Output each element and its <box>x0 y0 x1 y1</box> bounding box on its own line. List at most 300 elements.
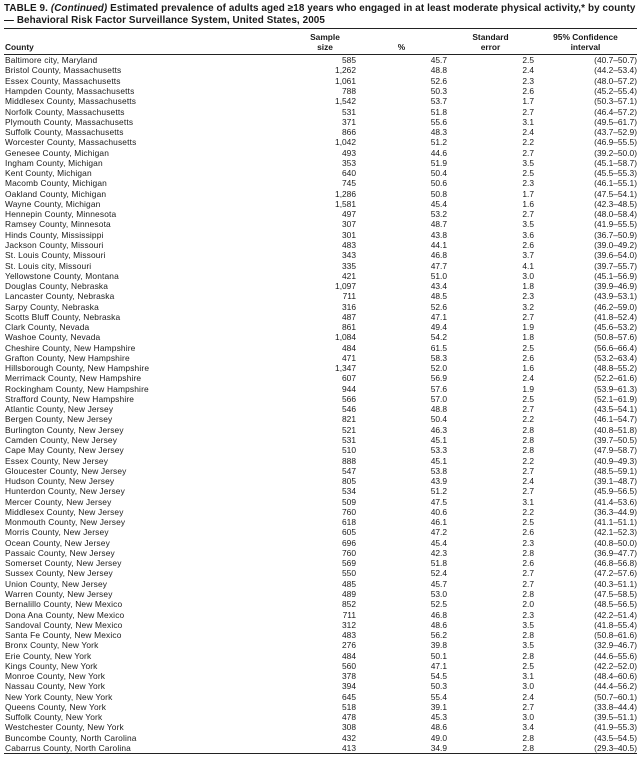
percent-cell: 45.4 <box>430 537 447 548</box>
county-cell: Gloucester County, New Jersey <box>5 465 127 476</box>
standard-error-cell: 2.8 <box>522 547 534 558</box>
sample-size-cell: 852 <box>342 599 356 610</box>
percent-cell: 58.3 <box>430 352 447 363</box>
percent-cell: 52.5 <box>430 599 447 610</box>
confidence-interval-cell: (47.2–57.6) <box>594 568 637 579</box>
county-cell: Warren County, New Jersey <box>5 589 113 599</box>
standard-error-cell: 2.4 <box>522 691 534 702</box>
confidence-interval-cell: (44.2–53.4) <box>594 65 637 76</box>
confidence-interval-cell: (39.1–48.7) <box>594 476 637 487</box>
standard-error-cell: 1.6 <box>522 363 534 374</box>
percent-cell: 39.8 <box>430 640 447 651</box>
standard-error-cell: 2.8 <box>522 435 534 446</box>
confidence-interval-cell: (40.8–51.8) <box>594 424 637 435</box>
confidence-interval-cell: (32.9–46.7) <box>594 640 637 651</box>
standard-error-cell: 2.4 <box>522 373 534 384</box>
standard-error-cell: 2.4 <box>522 476 534 487</box>
standard-error-cell: 3.1 <box>522 671 534 682</box>
table-row <box>4 76 637 86</box>
standard-error-cell: 3.5 <box>522 157 534 168</box>
confidence-interval-cell: (42.2–51.4) <box>594 609 637 620</box>
confidence-interval-cell: (52.2–61.6) <box>594 373 637 384</box>
county-cell: Rockingham County, New Hampshire <box>5 383 149 394</box>
sample-size-cell: 547 <box>342 465 356 476</box>
percent-cell: 54.5 <box>430 671 447 682</box>
table-row <box>4 651 637 661</box>
percent-cell: 52.6 <box>430 75 447 86</box>
confidence-interval-cell: (43.5–54.1) <box>594 404 637 415</box>
county-cell: Hinds County, Mississippi <box>5 229 104 240</box>
percent-cell: 56.2 <box>430 630 447 641</box>
sample-size-cell: 483 <box>342 239 356 250</box>
sample-size-cell: 1,542 <box>335 96 356 107</box>
confidence-interval-cell: (41.8–52.4) <box>594 311 637 322</box>
standard-error-cell: 2.8 <box>522 732 534 743</box>
sample-size-cell: 866 <box>342 127 356 138</box>
percent-cell: 46.8 <box>430 250 447 261</box>
standard-error-cell: 2.7 <box>522 209 534 220</box>
sample-size-cell: 745 <box>342 178 356 189</box>
county-cell: Scotts Bluff County, Nebraska <box>5 311 121 322</box>
percent-cell: 47.2 <box>430 527 447 538</box>
percent-cell: 45.1 <box>430 435 447 446</box>
confidence-interval-cell: (56.6–66.4) <box>594 342 637 353</box>
county-cell: Nassau County, New York <box>5 681 106 692</box>
sample-size-cell: 432 <box>342 732 356 743</box>
confidence-interval-cell: (45.5–55.3) <box>594 168 637 179</box>
percent-cell: 55.4 <box>430 691 447 702</box>
table-row <box>4 476 637 486</box>
standard-error-cell: 2.5 <box>522 168 534 179</box>
table-row <box>4 302 637 312</box>
table-row <box>4 630 637 640</box>
county-cell: Worcester County, Massachusetts <box>5 137 137 148</box>
standard-error-cell: 2.6 <box>522 85 534 96</box>
confidence-interval-cell: (40.8–50.0) <box>594 537 637 548</box>
percent-cell: 61.5 <box>430 342 447 353</box>
sample-size-cell: 493 <box>342 147 356 158</box>
table-row <box>4 148 637 158</box>
percent-cell: 48.5 <box>430 291 447 302</box>
percent-cell: 53.8 <box>430 465 447 476</box>
standard-error-cell: 2.6 <box>522 527 534 538</box>
table-row <box>4 219 637 229</box>
table-row <box>4 712 637 722</box>
standard-error-cell: 1.8 <box>522 332 534 343</box>
table-row <box>4 158 637 168</box>
standard-error-cell: 2.8 <box>522 589 534 599</box>
percent-cell: 50.3 <box>430 85 447 96</box>
county-cell: Westchester County, New York <box>5 722 124 733</box>
percent-cell: 48.7 <box>430 219 447 230</box>
confidence-interval-header-line2: interval <box>570 42 601 53</box>
confidence-interval-cell: (42.3–48.5) <box>594 198 637 209</box>
table-row <box>4 394 637 404</box>
confidence-interval-cell: (36.3–44.9) <box>594 506 637 517</box>
confidence-interval-cell: (45.6–53.2) <box>594 322 637 333</box>
confidence-interval-cell: (45.1–56.9) <box>594 270 637 281</box>
percent-header-label: % <box>397 42 406 53</box>
confidence-interval-cell: (53.9–61.3) <box>594 383 637 394</box>
table-row <box>4 199 637 209</box>
table-row <box>4 589 637 599</box>
table-row <box>4 702 637 712</box>
table-row <box>4 65 637 75</box>
percent-cell: 44.1 <box>430 239 447 250</box>
percent-cell: 53.0 <box>430 589 447 599</box>
standard-error-cell: 3.6 <box>522 229 534 240</box>
percent-cell: 47.1 <box>430 311 447 322</box>
confidence-interval-cell: (39.0–49.2) <box>594 239 637 250</box>
table-row <box>4 414 637 424</box>
table-row <box>4 261 637 271</box>
county-cell: Merrimack County, New Hampshire <box>5 373 142 384</box>
percent-cell: 53.3 <box>430 445 447 456</box>
standard-error-cell: 3.1 <box>522 496 534 507</box>
county-cell: Burlington County, New Jersey <box>5 424 124 435</box>
sample-size-cell: 510 <box>342 445 356 456</box>
table-row <box>4 497 637 507</box>
percent-cell: 46.8 <box>430 609 447 620</box>
confidence-interval-header-line1: 95% Confidence <box>553 32 618 43</box>
sample-size-cell: 1,084 <box>335 332 356 343</box>
sample-size-cell: 569 <box>342 558 356 569</box>
table-row <box>4 610 637 620</box>
confidence-interval-cell: (46.1–55.1) <box>594 178 637 189</box>
sample-size-cell: 861 <box>342 322 356 333</box>
table-row <box>4 445 637 455</box>
sample-size-cell: 645 <box>342 691 356 702</box>
table-row <box>4 671 637 681</box>
table-row <box>4 96 637 106</box>
sample-size-cell: 760 <box>342 547 356 558</box>
confidence-interval-cell: (52.1–61.9) <box>594 393 637 404</box>
table-row <box>4 373 637 383</box>
confidence-interval-cell: (41.8–55.4) <box>594 619 637 630</box>
percent-cell: 53.7 <box>430 96 447 107</box>
sample-size-cell: 888 <box>342 455 356 466</box>
table-row <box>4 527 637 537</box>
table-row <box>4 599 637 609</box>
standard-error-cell: 3.1 <box>522 116 534 127</box>
percent-cell: 47.5 <box>430 496 447 507</box>
standard-error-cell: 3.7 <box>522 250 534 261</box>
confidence-interval-cell: (46.2–59.0) <box>594 301 637 312</box>
standard-error-cell: 2.7 <box>522 701 534 712</box>
table-row <box>4 343 637 353</box>
county-cell: Yellowstone County, Montana <box>5 270 119 281</box>
sample-size-cell: 560 <box>342 660 356 671</box>
table-row <box>4 384 637 394</box>
confidence-interval-cell: (42.2–52.0) <box>594 660 637 671</box>
sample-size-cell: 534 <box>342 486 356 497</box>
sample-size-cell: 944 <box>342 383 356 394</box>
table-row <box>4 281 637 291</box>
table-row <box>4 681 637 691</box>
county-cell: Strafford County, New Hampshire <box>5 393 135 404</box>
standard-error-cell: 2.5 <box>522 393 534 404</box>
county-cell: Buncombe County, North Carolina <box>5 732 137 743</box>
percent-cell: 57.6 <box>430 383 447 394</box>
confidence-interval-cell: (48.4–60.6) <box>594 671 637 682</box>
sample-size-cell: 485 <box>342 578 356 589</box>
sample-size-cell: 696 <box>342 537 356 548</box>
confidence-interval-cell: (43.7–52.9) <box>594 127 637 138</box>
sample-size-header-line1: Sample <box>310 32 340 43</box>
percent-cell: 40.6 <box>430 506 447 517</box>
confidence-interval-cell: (44.6–55.6) <box>594 650 637 661</box>
sample-size-cell: 546 <box>342 404 356 415</box>
confidence-interval-cell: (36.7–50.9) <box>594 229 637 240</box>
table-row <box>4 322 637 332</box>
standard-error-cell: 2.6 <box>522 558 534 569</box>
county-cell: Oakland County, Michigan <box>5 188 107 199</box>
sample-size-cell: 605 <box>342 527 356 538</box>
sample-size-cell: 487 <box>342 311 356 322</box>
county-cell: New York County, New York <box>5 691 113 702</box>
sample-size-cell: 353 <box>342 157 356 168</box>
table-row <box>4 363 637 373</box>
table-row <box>4 486 637 496</box>
county-cell: Ocean County, New Jersey <box>5 537 110 548</box>
confidence-interval-cell: (29.3–40.5) <box>594 742 637 753</box>
sample-size-cell: 509 <box>342 496 356 507</box>
county-cell: Baltimore city, Maryland <box>5 55 98 66</box>
confidence-interval-cell: (47.5–54.1) <box>594 188 637 199</box>
sample-size-cell: 518 <box>342 701 356 712</box>
sample-size-cell: 640 <box>342 168 356 179</box>
county-cell: Hunterdon County, New Jersey <box>5 486 125 497</box>
sample-size-cell: 566 <box>342 393 356 404</box>
confidence-interval-cell: (39.2–50.0) <box>594 147 637 158</box>
percent-cell: 43.8 <box>430 229 447 240</box>
sample-size-cell: 307 <box>342 219 356 230</box>
confidence-interval-cell: (40.3–51.1) <box>594 578 637 589</box>
column-header-standard-error <box>447 29 534 55</box>
percent-cell: 48.8 <box>430 404 447 415</box>
standard-error-cell: 2.6 <box>522 239 534 250</box>
table-row <box>4 332 637 342</box>
column-header-confidence-interval <box>534 29 637 55</box>
sample-size-cell: 316 <box>342 301 356 312</box>
confidence-interval-cell: (46.4–57.2) <box>594 106 637 117</box>
sample-size-cell: 821 <box>342 414 356 425</box>
county-cell: Clark County, Nevada <box>5 322 90 333</box>
percent-cell: 45.7 <box>430 578 447 589</box>
sample-size-cell: 343 <box>342 250 356 261</box>
percent-cell: 57.0 <box>430 393 447 404</box>
percent-cell: 39.1 <box>430 701 447 712</box>
sample-size-cell: 484 <box>342 342 356 353</box>
county-cell: Washoe County, Nevada <box>5 332 101 343</box>
sample-size-cell: 585 <box>342 55 356 66</box>
percent-cell: 55.6 <box>430 116 447 127</box>
table-row <box>4 168 637 178</box>
confidence-interval-cell: (46.9–55.5) <box>594 137 637 148</box>
percent-cell: 50.1 <box>430 650 447 661</box>
prevalence-table <box>4 28 637 754</box>
percent-cell: 45.1 <box>430 455 447 466</box>
percent-cell: 48.6 <box>430 619 447 630</box>
percent-cell: 43.4 <box>430 281 447 292</box>
percent-cell: 51.8 <box>430 558 447 569</box>
percent-cell: 52.6 <box>430 301 447 312</box>
percent-cell: 51.2 <box>430 486 447 497</box>
standard-error-cell: 2.8 <box>522 630 534 641</box>
sample-size-cell: 1,042 <box>335 137 356 148</box>
confidence-interval-cell: (41.9–55.3) <box>594 722 637 733</box>
county-cell: Bronx County, New York <box>5 640 99 651</box>
confidence-interval-cell: (36.9–47.7) <box>594 547 637 558</box>
county-cell: Monmouth County, New Jersey <box>5 517 126 528</box>
percent-cell: 45.4 <box>430 198 447 209</box>
sample-size-cell: 1,347 <box>335 363 356 374</box>
table-row <box>4 743 637 754</box>
county-cell: Bristol County, Massachusetts <box>5 65 122 76</box>
standard-error-cell: 2.2 <box>522 414 534 425</box>
county-cell: Passaic County, New Jersey <box>5 547 115 558</box>
standard-error-cell: 3.5 <box>522 640 534 651</box>
table-row <box>4 620 637 630</box>
confidence-interval-cell: (41.4–53.6) <box>594 496 637 507</box>
percent-cell: 50.6 <box>430 178 447 189</box>
standard-error-cell: 2.8 <box>522 650 534 661</box>
county-cell: Genesee County, Michigan <box>5 147 110 158</box>
table-row <box>4 107 637 117</box>
standard-error-cell: 2.5 <box>522 660 534 671</box>
sample-size-cell: 711 <box>342 609 356 620</box>
table-row <box>4 230 637 240</box>
sample-size-cell: 531 <box>342 106 356 117</box>
county-cell: Dona Ana County, New Mexico <box>5 609 125 620</box>
confidence-interval-cell: (33.8–44.4) <box>594 701 637 712</box>
confidence-interval-cell: (46.8–56.8) <box>594 558 637 569</box>
county-cell: Somerset County, New Jersey <box>5 558 122 569</box>
confidence-interval-cell: (50.7–60.1) <box>594 691 637 702</box>
table-row <box>4 86 637 96</box>
table-row <box>4 517 637 527</box>
table-row <box>4 507 637 517</box>
county-cell: Middlesex County, New Jersey <box>5 506 124 517</box>
county-cell: Hudson County, New Jersey <box>5 476 115 487</box>
county-cell: Lancaster County, Nebraska <box>5 291 115 302</box>
standard-error-cell: 1.9 <box>522 322 534 333</box>
county-cell: Cheshire County, New Hampshire <box>5 342 136 353</box>
county-cell: Cape May County, New Jersey <box>5 445 124 456</box>
county-cell: Bernalillo County, New Mexico <box>5 599 123 610</box>
standard-error-cell: 2.8 <box>522 445 534 456</box>
confidence-interval-cell: (39.7–55.7) <box>594 260 637 271</box>
table-row <box>4 271 637 281</box>
confidence-interval-cell: (45.1–58.7) <box>594 157 637 168</box>
standard-error-cell: 2.2 <box>522 137 534 148</box>
standard-error-cell: 1.6 <box>522 198 534 209</box>
confidence-interval-cell: (43.9–53.1) <box>594 291 637 302</box>
standard-error-cell: 4.1 <box>522 260 534 271</box>
percent-cell: 54.2 <box>430 332 447 343</box>
table-row <box>4 250 637 260</box>
standard-error-cell: 2.4 <box>522 65 534 76</box>
table-row <box>4 209 637 219</box>
county-cell: Camden County, New Jersey <box>5 435 118 446</box>
percent-cell: 56.9 <box>430 373 447 384</box>
table-row <box>4 117 637 127</box>
standard-error-cell: 3.4 <box>522 722 534 733</box>
table-row <box>4 733 637 743</box>
table-row <box>4 425 637 435</box>
confidence-interval-cell: (39.7–50.5) <box>594 435 637 446</box>
county-cell: Macomb County, Michigan <box>5 178 107 189</box>
confidence-interval-cell: (43.5–54.5) <box>594 732 637 743</box>
table-row <box>4 435 637 445</box>
table-title <box>4 3 637 26</box>
county-cell: Grafton County, New Hampshire <box>5 352 130 363</box>
table-row <box>4 692 637 702</box>
standard-error-cell: 2.0 <box>522 599 534 610</box>
sample-size-cell: 312 <box>342 619 356 630</box>
confidence-interval-cell: (46.1–54.7) <box>594 414 637 425</box>
percent-cell: 48.8 <box>430 65 447 76</box>
table-row <box>4 353 637 363</box>
table-row <box>4 538 637 548</box>
table-row <box>4 558 637 568</box>
table-row <box>4 291 637 301</box>
county-cell: Mercer County, New Jersey <box>5 496 112 507</box>
percent-cell: 51.0 <box>430 270 447 281</box>
county-cell: Sussex County, New Jersey <box>5 568 113 579</box>
standard-error-cell: 2.5 <box>522 517 534 528</box>
standard-error-cell: 2.8 <box>522 742 534 753</box>
percent-cell: 50.3 <box>430 681 447 692</box>
standard-error-cell: 2.7 <box>522 486 534 497</box>
sample-size-cell: 550 <box>342 568 356 579</box>
confidence-interval-cell: (48.0–57.2) <box>594 75 637 86</box>
table-row <box>4 55 637 66</box>
sample-size-cell: 478 <box>342 712 356 723</box>
county-cell: Essex County, New Jersey <box>5 455 109 466</box>
county-header-label: County <box>5 42 34 53</box>
percent-cell: 48.6 <box>430 722 447 733</box>
county-cell: Plymouth County, Massachusetts <box>5 116 134 127</box>
county-cell: Union County, New Jersey <box>5 578 108 589</box>
county-cell: Morris County, New Jersey <box>5 527 109 538</box>
standard-error-cell: 2.3 <box>522 537 534 548</box>
percent-cell: 45.7 <box>430 55 447 66</box>
sample-size-cell: 497 <box>342 209 356 220</box>
sample-size-cell: 421 <box>342 270 356 281</box>
standard-error-cell: 2.2 <box>522 455 534 466</box>
confidence-interval-cell: (50.8–61.6) <box>594 630 637 641</box>
sample-size-cell: 471 <box>342 352 356 363</box>
table-row <box>4 137 637 147</box>
sample-size-cell: 276 <box>342 640 356 651</box>
standard-error-cell: 2.7 <box>522 147 534 158</box>
county-cell: Norfolk County, Massachusetts <box>5 106 125 117</box>
sample-size-cell: 335 <box>342 260 356 271</box>
table-row <box>4 548 637 558</box>
sample-size-cell: 1,262 <box>335 65 356 76</box>
table-row <box>4 189 637 199</box>
confidence-interval-cell: (39.9–46.9) <box>594 281 637 292</box>
table-row <box>4 240 637 250</box>
percent-cell: 53.2 <box>430 209 447 220</box>
standard-error-cell: 1.8 <box>522 281 534 292</box>
standard-error-cell: 2.3 <box>522 75 534 86</box>
sample-size-cell: 711 <box>342 291 356 302</box>
county-cell: Bergen County, New Jersey <box>5 414 113 425</box>
standard-error-cell: 2.3 <box>522 178 534 189</box>
header-row <box>4 29 637 55</box>
